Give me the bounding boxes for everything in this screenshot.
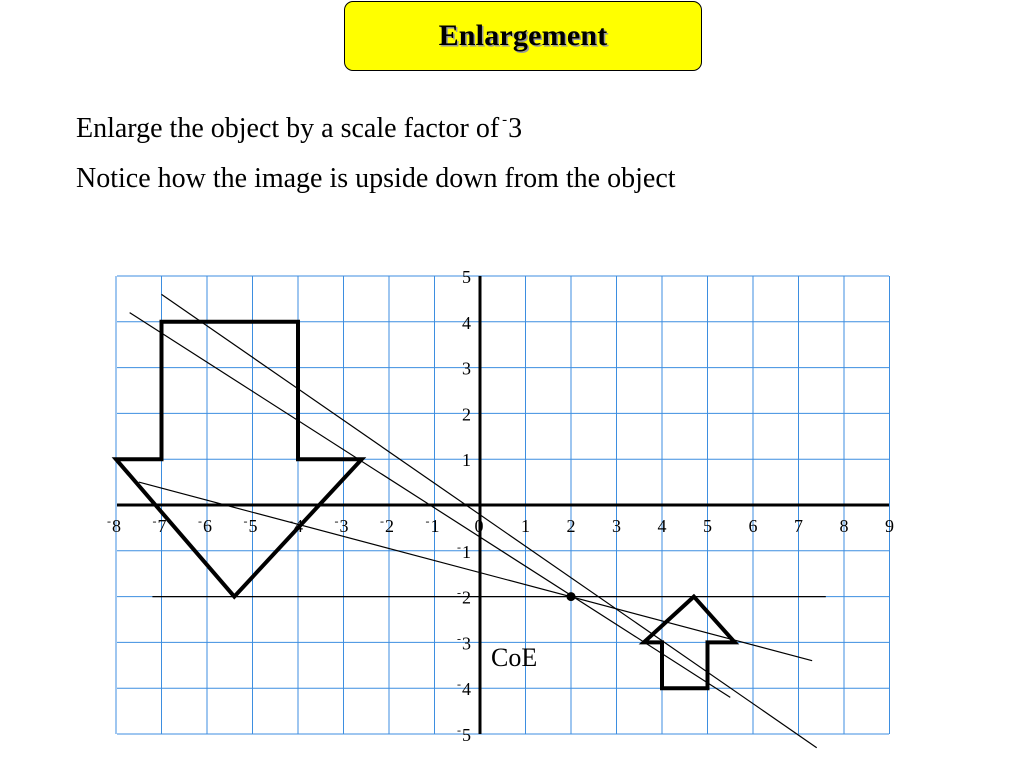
- coe-label: CoE: [491, 643, 538, 672]
- x-tick-label: 2: [566, 516, 576, 536]
- x-tick-label: 1: [521, 516, 530, 536]
- centre-point: [567, 592, 576, 601]
- title: Enlargement: [438, 19, 608, 52]
- y-tick-label: -4: [457, 677, 471, 700]
- y-tick-label: 1: [462, 450, 471, 471]
- x-tick-label: 3: [612, 516, 621, 536]
- instruction-line-2: Notice how the image is upside down from the object: [76, 163, 676, 194]
- y-tick-label: -3: [457, 631, 471, 654]
- y-tick-label: -5: [457, 723, 471, 745]
- x-tick-label: -1: [425, 514, 440, 536]
- x-tick-label: -5: [243, 514, 258, 536]
- x-tick-label: 9: [885, 516, 894, 536]
- y-tick-label: 5: [462, 267, 471, 287]
- origin-label: 0: [474, 516, 484, 536]
- y-tick-label: 4: [462, 312, 471, 333]
- x-tick-label: -8: [107, 514, 121, 536]
- instruction-1-text: Enlarge the object by a scale factor of: [76, 113, 500, 144]
- y-tick-label: 2: [462, 404, 471, 425]
- scale-factor-value: 3: [508, 113, 523, 144]
- ray-3: [139, 482, 812, 661]
- x-tick-label: 5: [703, 516, 712, 536]
- x-tick-label: -7: [152, 514, 167, 536]
- x-tick-label: -6: [198, 514, 212, 536]
- negative-sign: -: [502, 112, 508, 128]
- x-tick-label: 7: [794, 516, 803, 536]
- x-tick-label: -4: [289, 514, 303, 536]
- y-tick-label: -2: [457, 585, 471, 608]
- x-tick-label: 8: [839, 516, 849, 536]
- y-tick-label: 3: [462, 358, 471, 379]
- x-tick-label: -2: [380, 514, 394, 536]
- ray-1: [162, 294, 817, 747]
- x-tick-label: -3: [334, 514, 349, 536]
- x-tick-label: 4: [657, 516, 667, 536]
- y-tick-label: -1: [457, 539, 471, 562]
- x-tick-label: 6: [748, 516, 758, 536]
